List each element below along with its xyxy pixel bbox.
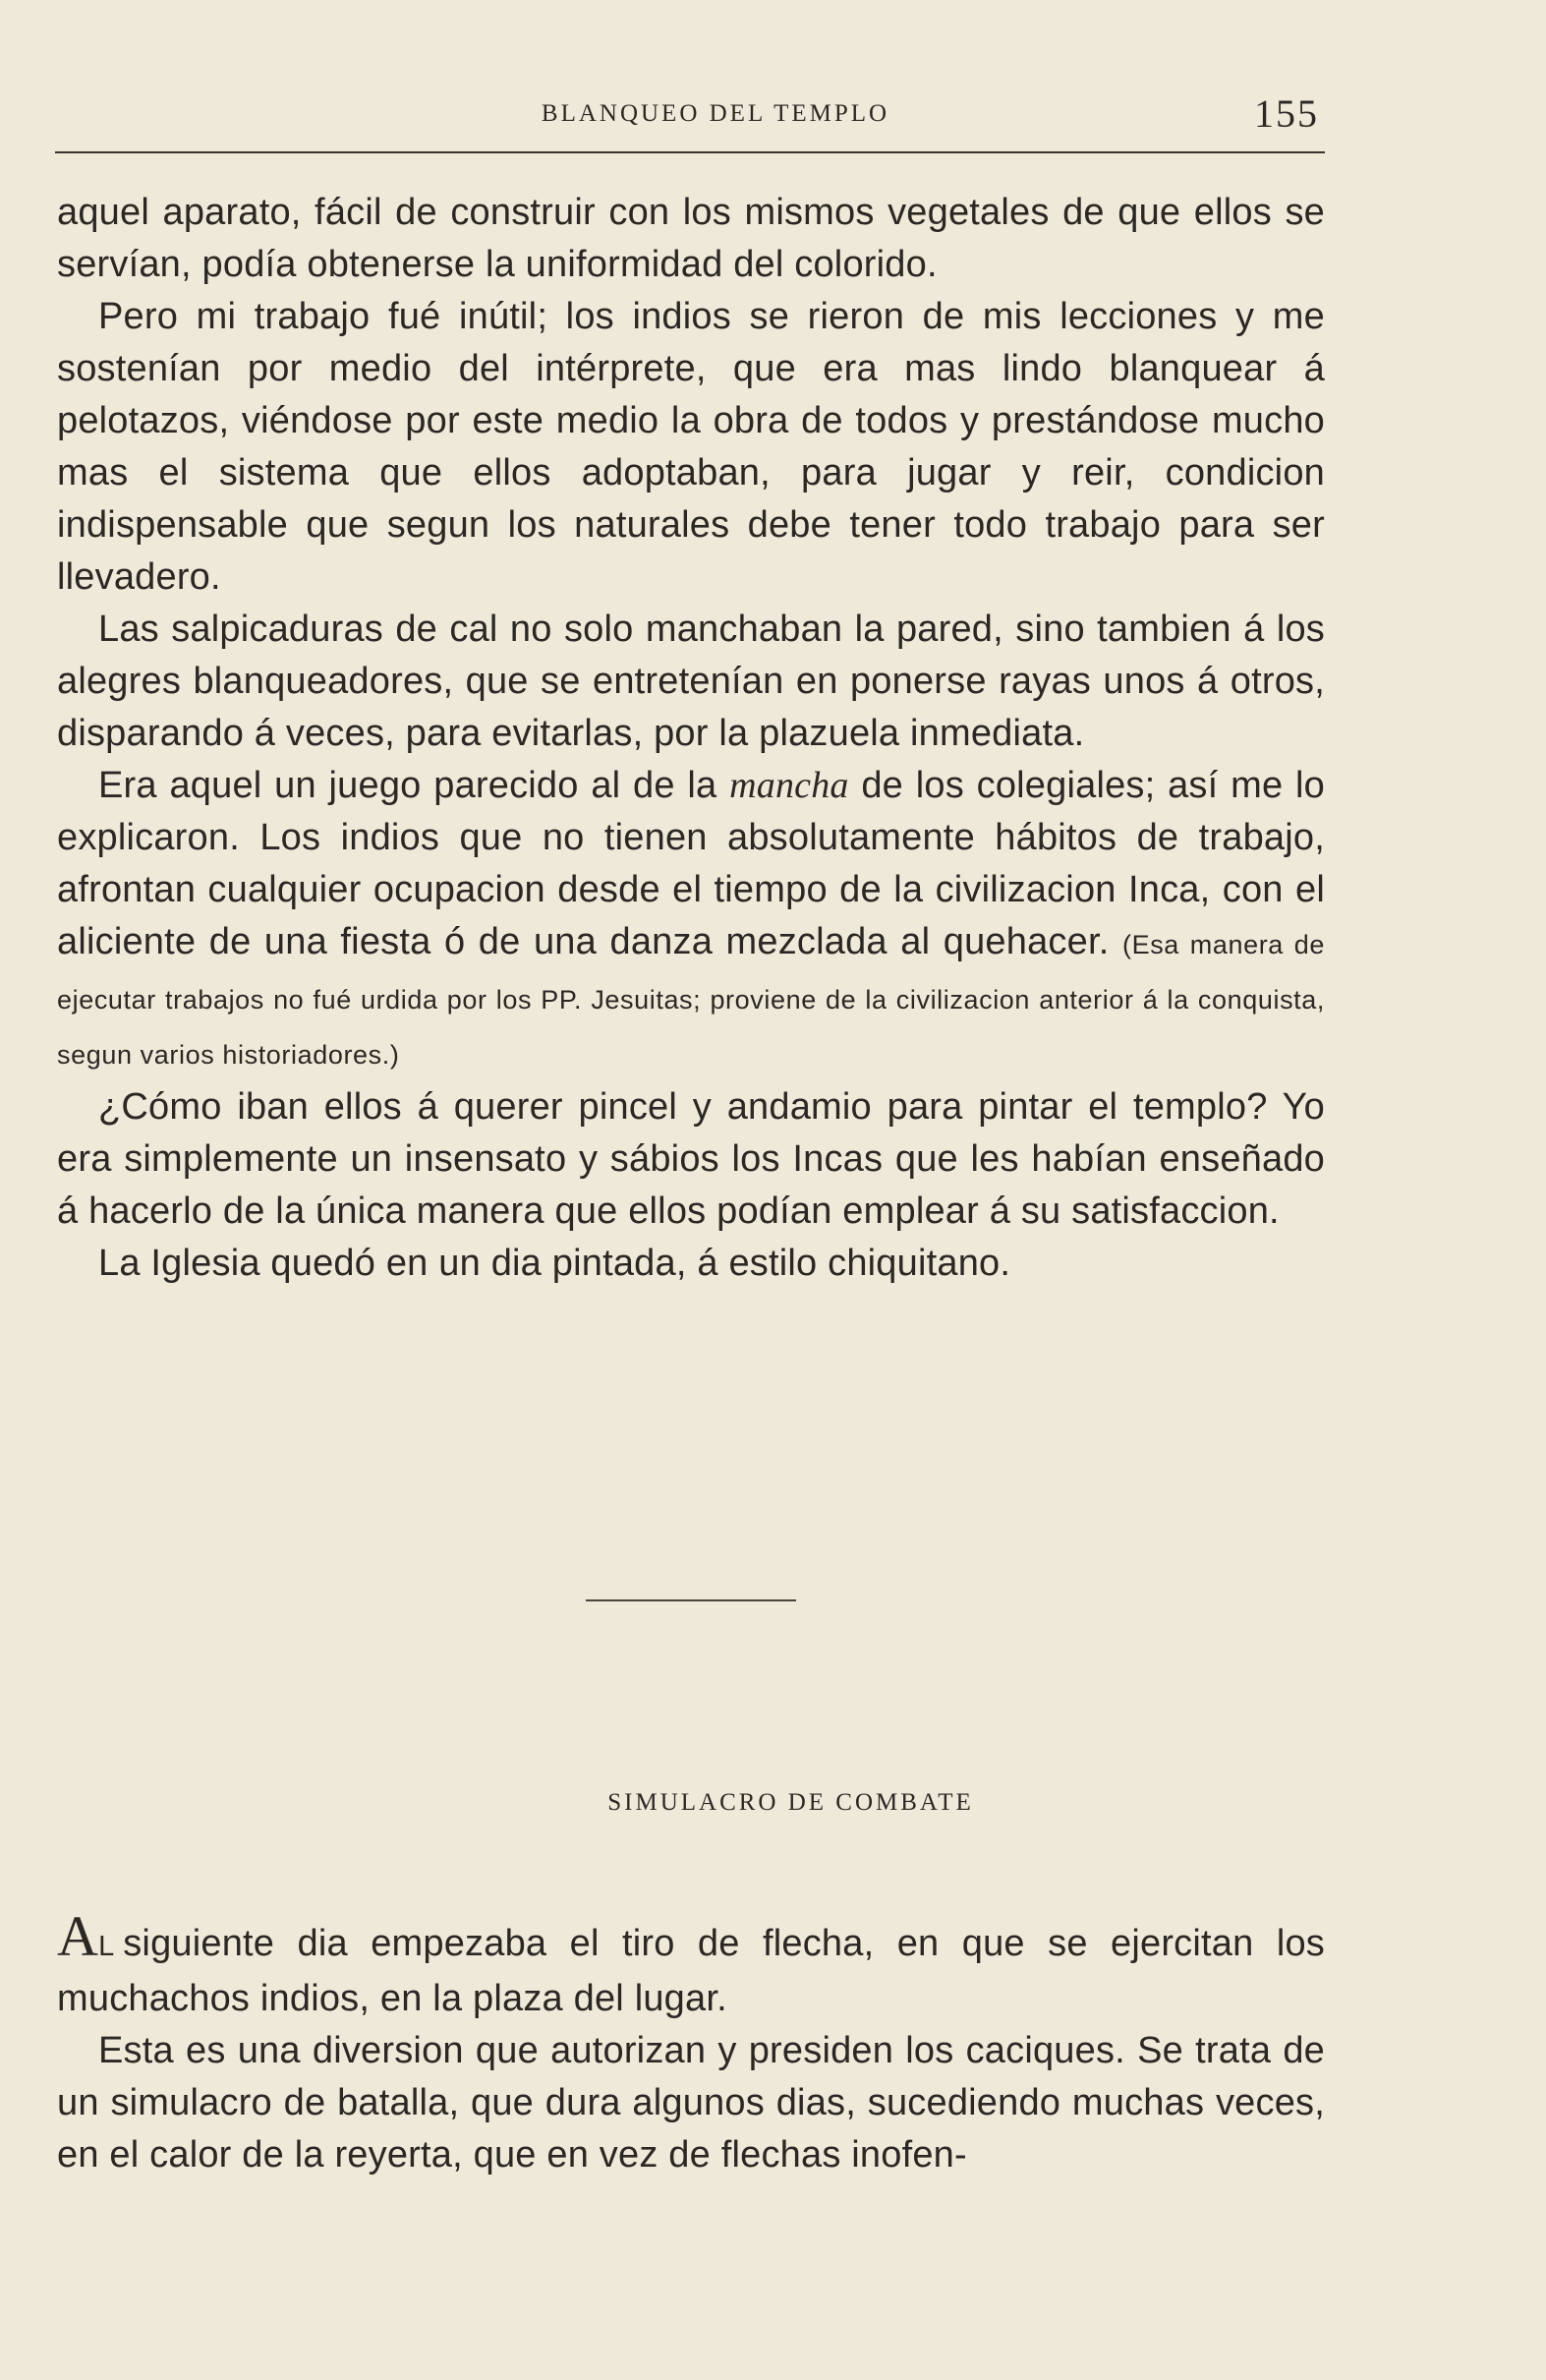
parenthetical-note: (Esa manera de ejecutar trabajos no fué urdida por los PP. Jesuitas; proviene de la civilizacion anterior á la conquista, segun varios historiadores.) bbox=[57, 930, 1326, 1070]
paragraph: La Iglesia quedó en un dia pintada, á estilo chiquitano. bbox=[98, 1243, 1011, 1284]
section-text bbox=[57, 1904, 1325, 2181]
paragraph: aquel aparato, fácil de construir con los mismos vegetales de que ellos se servían, podía obtenerse la uniformidad del colorido. bbox=[57, 192, 1325, 285]
running-head: BLANQUEO DEL TEMPLO bbox=[541, 100, 890, 127]
section-divider bbox=[586, 1599, 796, 1601]
paragraph bbox=[57, 760, 1325, 1081]
drop-cap: A bbox=[57, 1904, 99, 1968]
chapter-text bbox=[57, 187, 1325, 1290]
paragraph: Esta es una diversion que autorizan y presiden los caciques. Se trata de un simulacro de batalla, que dura algunos dias, sucediendo muchas veces, en el calor de la reyerta, que en vez de flechas inofen- bbox=[57, 2030, 1325, 2176]
section-title: SIMULACRO DE COMBATE bbox=[607, 1789, 974, 1816]
paragraph-text: siguiente dia empezaba el tiro de flecha, en que se ejercitan los muchachos indios, en la plaza del lugar. bbox=[57, 1923, 1325, 2019]
page-header bbox=[55, 92, 1325, 153]
paragraph: ¿Cómo iban ellos á querer pincel y andamio para pintar el templo? Yo era simplemente un insensato y sábios los Incas que les habían enseñado á hacerlo de la única manera que ellos podían emplear á su satisfaccion. bbox=[57, 1086, 1325, 1232]
page-number: 155 bbox=[1254, 91, 1319, 136]
paragraph: Pero mi trabajo fué inútil; los indios se rieron de mis lecciones y me sostenían por medio del intérprete, que era mas lindo blanquear á pelotazos, viéndose por este medio la obra de todos y prestándose mucho mas el sistema que ellos adoptaban, para jugar y reir, condicion indispensable que segun los naturales debe tener todo trabajo para ser llevadero. bbox=[57, 296, 1325, 598]
paragraph: Las salpicaduras de cal no solo manchaban la pared, sino tambien á los alegres blanqueadores, que se entretenían en ponerse rayas unos á otros, disparando á veces, para evitarlas, por la plazuela inmediata. bbox=[57, 609, 1325, 754]
italic-term: mancha bbox=[729, 765, 849, 806]
paragraph-text: de los colegiales; así me lo explicaron. Los indios que no tienen absolutamente hábitos de trabajo, afrontan cualquier ocupacion desde el tiempo de la civilizacion Inca, con el aliciente de una fiesta ó de una danza mezclada al quehacer. bbox=[57, 765, 1325, 962]
paragraph bbox=[57, 1904, 1325, 2025]
paragraph-text: Era aquel un juego parecido al de la bbox=[98, 765, 730, 806]
small-caps: L bbox=[98, 1931, 116, 1962]
